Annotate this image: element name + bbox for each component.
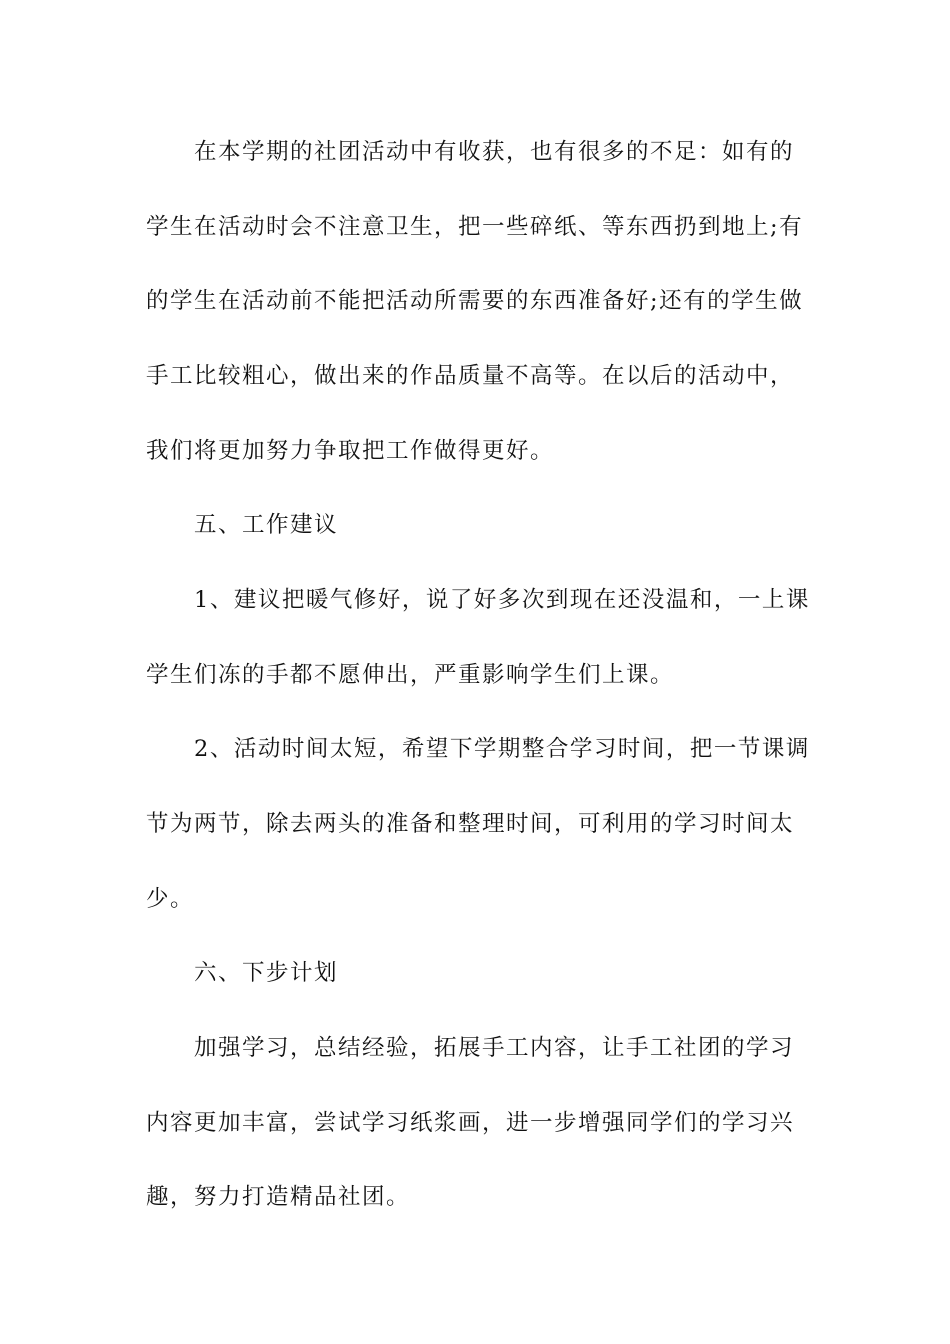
- section-heading: 六、下步计划: [194, 960, 339, 986]
- paragraph-line: 手工比较粗心，做出来的作品质量不高等。在以后的活动中，: [146, 363, 795, 389]
- paragraph-line: 学生们冻的手都不愿伸出，严重影响学生们上课。: [146, 662, 675, 688]
- paragraph-line: 趣，努力打造精品社团。: [146, 1184, 411, 1210]
- paragraph-line: 少。: [146, 886, 195, 912]
- paragraph-line: 学生在活动时会不注意卫生，把一些碎纸、等东西扔到地上;有: [146, 214, 804, 240]
- paragraph-line: 我们将更加努力争取把工作做得更好。: [146, 438, 555, 464]
- paragraph-line: 的学生在活动前不能把活动所需要的东西准备好;还有的学生做: [146, 288, 804, 314]
- paragraph-line: 在本学期的社团活动中有收获，也有很多的不足：如有的: [194, 139, 795, 165]
- paragraph-line: 加强学习，总结经验，拓展手工内容，让手工社团的学习: [194, 1035, 795, 1061]
- paragraph-line: 节为两节，除去两头的准备和整理时间，可利用的学习时间太: [146, 811, 795, 837]
- section-heading: 五、工作建议: [194, 512, 339, 538]
- paragraph-line: 2、活动时间太短，希望下学期整合学习时间，把一节课调: [194, 736, 810, 762]
- paragraph-line: 内容更加丰富，尝试学习纸浆画，进一步增强同学们的学习兴: [146, 1110, 795, 1136]
- paragraph-line: 1、建议把暖气修好，说了好多次到现在还没温和，一上课: [194, 587, 810, 613]
